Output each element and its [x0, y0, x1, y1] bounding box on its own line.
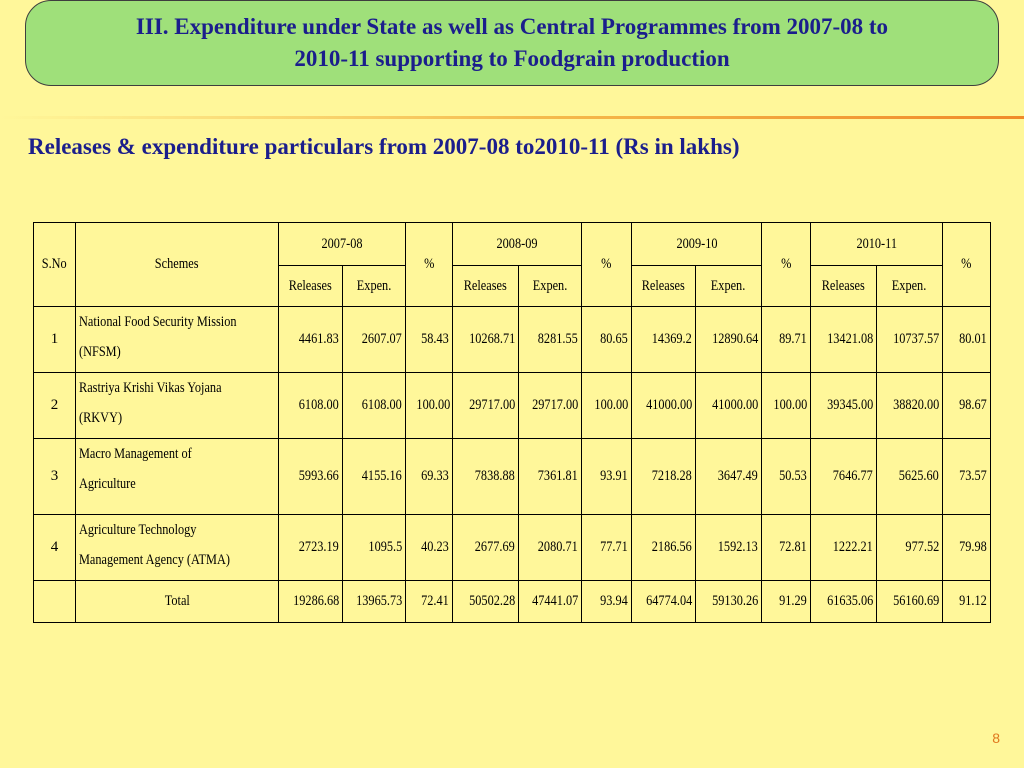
total-value: 93.94 — [582, 581, 632, 623]
total-value: 61635.06 — [811, 581, 877, 623]
cell-value: 1592.13 — [696, 515, 762, 581]
scheme-line1: National Food Security Mission — [79, 314, 237, 330]
divider-line — [0, 116, 1024, 119]
scheme-line1: Agriculture Technology — [79, 522, 197, 538]
cell-value: 80.65 — [582, 307, 632, 373]
scheme-line1: Macro Management of — [79, 446, 192, 462]
header-row-years — [34, 223, 991, 266]
total-value: 47441.07 — [519, 581, 582, 623]
header-percent-2008-09: % — [582, 223, 632, 307]
cell-value: 8281.55 — [519, 307, 582, 373]
cell-value: 39345.00 — [811, 373, 877, 439]
cell-value: 69.33 — [406, 439, 453, 515]
cell-value: 6108.00 — [343, 373, 406, 439]
slide-title-line2: 2010-11 supporting to Foodgrain production — [294, 46, 730, 71]
cell-value: 40.23 — [406, 515, 453, 581]
total-value: 19286.68 — [279, 581, 343, 623]
total-value: 50502.28 — [453, 581, 519, 623]
cell-value: 38820.00 — [877, 373, 943, 439]
cell-value: 13421.08 — [811, 307, 877, 373]
header-percent-2007-08: % — [406, 223, 453, 307]
cell-value: 80.01 — [943, 307, 991, 373]
scheme-line2: (RKVY) — [79, 410, 123, 426]
header-year-2009-10: 2009-10 — [632, 223, 762, 266]
header-releases: Releases — [453, 266, 519, 307]
scheme-line2: Agriculture — [79, 476, 136, 492]
header-year-2008-09: 2008-09 — [453, 223, 582, 266]
total-value: 72.41 — [406, 581, 453, 623]
cell-value: 6108.00 — [279, 373, 343, 439]
cell-value: 77.71 — [582, 515, 632, 581]
header-expen: Expen. — [519, 266, 582, 307]
cell-value: 98.67 — [943, 373, 991, 439]
table-row — [34, 439, 991, 515]
total-value: 64774.04 — [632, 581, 696, 623]
header-releases: Releases — [811, 266, 877, 307]
row-sno: 1 — [34, 307, 76, 373]
cell-value: 977.52 — [877, 515, 943, 581]
cell-value: 7838.88 — [453, 439, 519, 515]
cell-value: 73.57 — [943, 439, 991, 515]
cell-value: 100.00 — [762, 373, 811, 439]
cell-value: 50.53 — [762, 439, 811, 515]
row-scheme — [76, 439, 279, 515]
cell-value: 100.00 — [582, 373, 632, 439]
cell-value: 93.91 — [582, 439, 632, 515]
cell-value: 7218.28 — [632, 439, 696, 515]
cell-value: 14369.2 — [632, 307, 696, 373]
cell-value: 58.43 — [406, 307, 453, 373]
total-value: 56160.69 — [877, 581, 943, 623]
slide-title-box — [25, 0, 999, 86]
total-value: 13965.73 — [343, 581, 406, 623]
scheme-line2: (NFSM) — [79, 344, 121, 360]
scheme-line2: Management Agency (ATMA) — [79, 552, 230, 568]
header-year-2010-11: 2010-11 — [811, 223, 943, 266]
total-label: Total — [76, 581, 279, 623]
row-scheme — [76, 515, 279, 581]
table-row — [34, 307, 991, 373]
table-caption: Releases & expenditure particulars from 2007-08 to2010-11 (Rs in lakhs) — [28, 134, 740, 159]
cell-value: 12890.64 — [696, 307, 762, 373]
cell-value: 10737.57 — [877, 307, 943, 373]
cell-value: 100.00 — [406, 373, 453, 439]
cell-value: 1095.5 — [343, 515, 406, 581]
cell-value: 5993.66 — [279, 439, 343, 515]
cell-value: 29717.00 — [453, 373, 519, 439]
cell-value: 5625.60 — [877, 439, 943, 515]
cell-value: 3647.49 — [696, 439, 762, 515]
header-percent-2009-10: % — [762, 223, 811, 307]
total-row — [34, 581, 991, 623]
slide-title-line1: III. Expenditure under State as well as Central Programmes from 2007-08 to — [135, 14, 889, 39]
cell-value: 7646.77 — [811, 439, 877, 515]
total-value: 91.12 — [943, 581, 991, 623]
total-value: 59130.26 — [696, 581, 762, 623]
cell-value: 4155.16 — [343, 439, 406, 515]
header-expen: Expen. — [343, 266, 406, 307]
cell-value: 2080.71 — [519, 515, 582, 581]
cell-value: 2607.07 — [343, 307, 406, 373]
cell-value: 4461.83 — [279, 307, 343, 373]
cell-value: 89.71 — [762, 307, 811, 373]
expenditure-table — [33, 222, 991, 623]
cell-value: 29717.00 — [519, 373, 582, 439]
row-scheme — [76, 307, 279, 373]
cell-value: 2186.56 — [632, 515, 696, 581]
header-releases: Releases — [632, 266, 696, 307]
header-expen: Expen. — [696, 266, 762, 307]
header-sno: S.No — [34, 223, 76, 307]
total-sno-empty — [34, 581, 76, 623]
header-releases: Releases — [279, 266, 343, 307]
cell-value: 72.81 — [762, 515, 811, 581]
table-row — [34, 515, 991, 581]
row-scheme — [76, 373, 279, 439]
cell-value: 41000.00 — [696, 373, 762, 439]
table-row — [34, 373, 991, 439]
header-percent-2010-11: % — [943, 223, 991, 307]
cell-value: 1222.21 — [811, 515, 877, 581]
header-expen: Expen. — [877, 266, 943, 307]
total-value: 91.29 — [762, 581, 811, 623]
cell-value: 79.98 — [943, 515, 991, 581]
row-sno: 3 — [34, 439, 76, 515]
scheme-line1: Rastriya Krishi Vikas Yojana — [79, 380, 222, 396]
cell-value: 2677.69 — [453, 515, 519, 581]
cell-value: 10268.71 — [453, 307, 519, 373]
page-number: 8 — [992, 730, 1000, 746]
header-schemes: Schemes — [76, 223, 279, 307]
cell-value: 2723.19 — [279, 515, 343, 581]
cell-value: 7361.81 — [519, 439, 582, 515]
row-sno: 2 — [34, 373, 76, 439]
row-sno: 4 — [34, 515, 76, 581]
header-year-2007-08: 2007-08 — [279, 223, 406, 266]
cell-value: 41000.00 — [632, 373, 696, 439]
